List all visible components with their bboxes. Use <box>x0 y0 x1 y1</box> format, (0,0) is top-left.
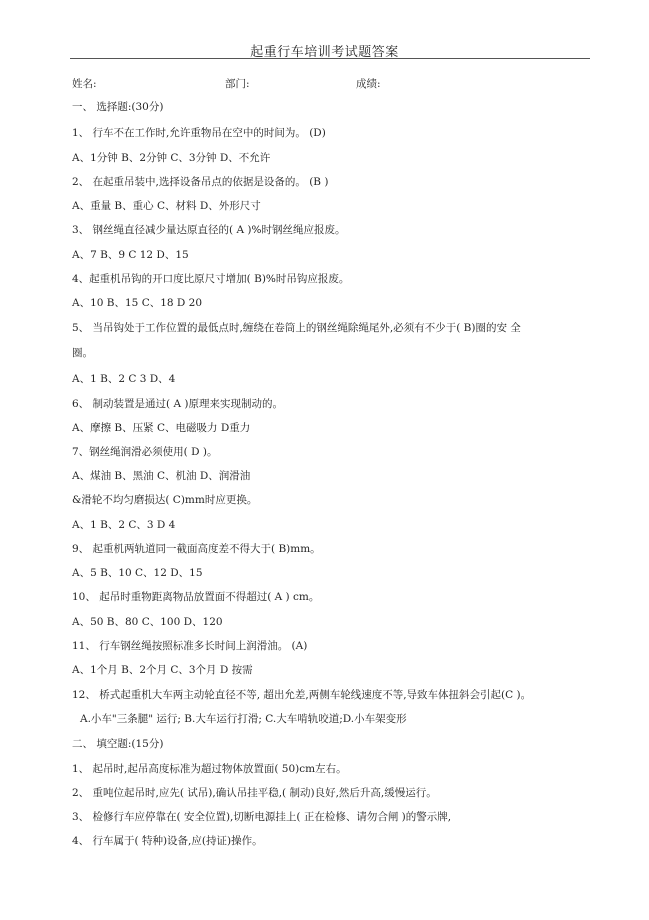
question-7: 7、钢丝绳润滑必须使用( D )。 <box>72 446 218 458</box>
options-8: A、1 B、2 C、3 D 4 <box>72 519 176 531</box>
options-6: A、摩擦 B、压紧 C、电磁吸力 D重力 <box>72 422 251 434</box>
score-label: 成绩: <box>356 78 381 90</box>
fill-question-4: 4、 行车属于( 特种)设备,应(持证)操作。 <box>72 835 263 847</box>
options-1: A、1分钟 B、2分钟 C、3分钟 D、不允许 <box>72 152 271 164</box>
question-11: 11、 行车钢丝绳按照标准多长时间上润滑油。 (A) <box>72 640 308 652</box>
question-12: 12、 桥式起重机大车两主动轮直径不等, 超出允差,两侧车轮线速度不等,导致车体扭斜会引起(C )。 <box>72 689 532 701</box>
question-3: 3、 钢丝绳直径减少量达原直径的( A )%时钢丝绳应报废。 <box>72 224 346 236</box>
name-label: 姓名: <box>72 78 97 90</box>
options-3: A、7 B、9 C 12 D、15 <box>72 249 189 261</box>
question-1: 1、 行车不在工作时,允许重物吊在空中的时间为。 (D) <box>72 127 326 139</box>
section-heading-fill: 二、 填空题:(15分) <box>72 738 164 750</box>
options-4: A、10 B、15 C、18 D 20 <box>72 297 203 309</box>
options-7: A、煤油 B、黑油 C、机油 D、润滑油 <box>72 470 251 482</box>
dept-label: 部门: <box>225 78 250 90</box>
options-10: A、50 B、80 C、100 D、120 <box>72 616 223 628</box>
question-10: 10、 起吊时重物距离物品放置面不得超过( A ) cm。 <box>72 591 320 603</box>
question-9: 9、 起重机两轨道同一截面高度差不得大于( B)mm。 <box>72 543 321 555</box>
fill-question-2: 2、 重吨位起吊时,应先( 试吊),确认吊挂平稳,( 制动)良好,然后升高,缓慢运行。 <box>72 787 437 799</box>
section-heading-choice: 一、 选择题:(30分) <box>72 101 164 113</box>
title-divider <box>70 58 590 59</box>
fill-question-1: 1、 起吊时,起吊高度标准为超过物体放置面( 50)cm左右。 <box>72 763 347 775</box>
options-12: A.小车"三条腿" 运行; B.大车运行打滑; C.大车啃轨咬道;D.小车架变形 <box>80 713 407 725</box>
fill-question-3: 3、 检修行车应停靠在( 安全位置),切断电源挂上( 正在检修、请勿合闸 )的警示牌, <box>72 811 452 823</box>
question-5: 5、 当吊钩处于工作位置的最低点时,缠绕在卷筒上的钢丝绳除绳尾外,必须有不少于( B)圈的安 全 <box>72 322 521 334</box>
question-4: 4、起重机吊钩的开口度比原尺寸增加( B)%时吊钩应报废。 <box>72 273 350 285</box>
document-title: 起重行车培训考试题答案 <box>250 45 399 60</box>
options-9: A、5 B、10 C、12 D、15 <box>72 567 203 579</box>
question-5-cont: 圈。 <box>72 347 93 359</box>
options-5: A、1 B、2 C 3 D、4 <box>72 373 176 385</box>
question-8: &滑轮不均匀磨损达( C)mm时应更换。 <box>72 494 258 506</box>
options-2: A、重量 B、重心 C、材料 D、外形尺寸 <box>72 200 261 212</box>
options-11: A、1个月 B、2个月 C、3个月 D 按需 <box>72 664 253 676</box>
question-6: 6、 制动装置是通过( A )原理来实现制动的。 <box>72 398 283 410</box>
question-2: 2、 在起重吊装中,选择设备吊点的依据是设备的。 (B ) <box>72 176 329 188</box>
